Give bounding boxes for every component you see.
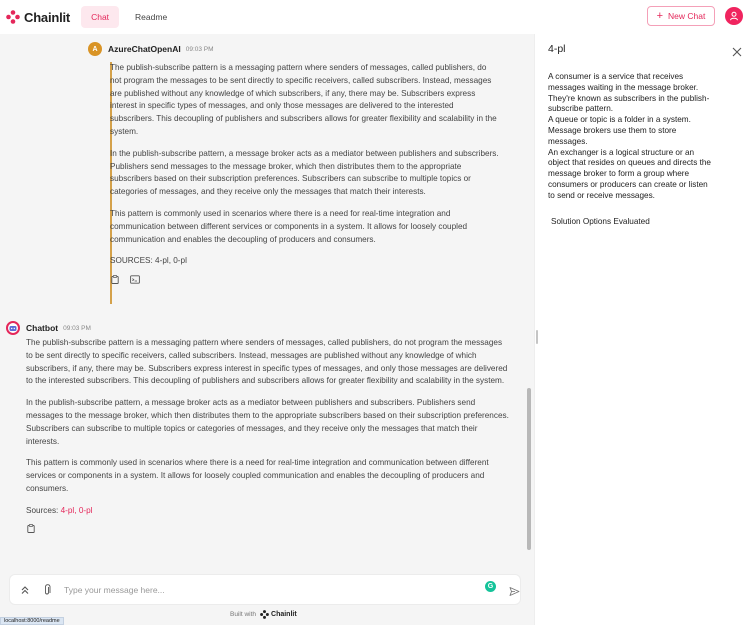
copy-icon[interactable] — [26, 524, 36, 534]
panel-line: object that resides on queues and directs the — [548, 158, 711, 168]
built-with-footer[interactable] — [230, 610, 297, 619]
bot-actions — [26, 524, 511, 534]
status-bar-url: localhost:8000/readme — [0, 617, 64, 625]
chainlit-logo-icon — [6, 10, 20, 24]
source-link-4-pl[interactable]: 4-pl, — [60, 505, 77, 515]
panel-line: subscribe pattern. — [548, 104, 614, 114]
panel-line: A queue or topic is a folder in a system. — [548, 115, 691, 125]
panel-content — [548, 72, 743, 202]
chatbot-avatar-icon — [6, 321, 20, 335]
panel-line: A consumer is a service that receives — [548, 72, 684, 81]
send-icon[interactable] — [507, 584, 521, 598]
message-input[interactable]: Type your message here... — [64, 584, 165, 595]
bot-sources — [26, 505, 511, 518]
chevrons-up-icon[interactable] — [18, 583, 32, 597]
tab-readme[interactable]: Readme — [135, 12, 168, 22]
chatbot-message — [6, 321, 516, 515]
source-link-0-pl[interactable]: 0-pl — [78, 505, 93, 515]
panel-line: Message brokers use them to store — [548, 125, 677, 135]
step-message-body — [110, 62, 500, 284]
panel-line: to send or receive messages. — [548, 190, 655, 200]
close-icon[interactable] — [732, 44, 742, 54]
terminal-icon[interactable] — [130, 274, 140, 284]
step-paragraph: In the publish-subscribe pattern, a message broker acts as a mediator between publishers and subscribers. Publishers send messages to the message broker, which then distributes them to the appropriate subscribers based on their subscription preferences. Subscribers can subscribe to multiple topics or categories of messages, and they receive only the messages that match their interests. — [110, 148, 499, 197]
panel-line: message broker to form a group where — [548, 169, 690, 179]
top-bar — [0, 0, 750, 34]
copy-icon[interactable] — [110, 274, 120, 284]
bot-time: 09:03 PM — [63, 324, 91, 332]
step-message-header — [88, 42, 508, 56]
bot-paragraph: The publish-subscribe pattern is a messaging pattern where senders of messages, called publishers, do not program the messages to be sent directly to specific receivers, called subscribers. Instead, messages are published without any knowledge of which subscribers, if any, there may be. Subscribers express interest in specific types of messages, and only those messages are delivered to the interested subscribers. This decoupling of publishers and subscribers allows for greater flexibility and scalability in the system. — [26, 338, 508, 386]
panel-line: messages waiting in the message broker. — [548, 82, 699, 92]
step-sources: SOURCES: 4-pl, 0-pl — [110, 256, 187, 266]
bot-paragraph: In the publish-subscribe pattern, a message broker acts as a mediator between publishers and subscribers. Publishers send messages to the message broker, which then distributes them to the appropriate subscribers based on their subscription preferences. Subscribers can subscribe to multiple topics or categories of messages, and they receive only the messages that match their interests. — [26, 398, 509, 446]
grammarly-icon[interactable]: G — [485, 581, 496, 592]
panel-title: 4-pl — [548, 43, 566, 55]
chainlit-small-icon — [260, 610, 269, 619]
new-chat-label: New Chat — [668, 11, 706, 21]
brand-name: Chainlit — [24, 9, 71, 25]
panel-footer-text: Solution Options Evaluated — [551, 217, 650, 226]
step-paragraph: This pattern is commonly used in scenarios where there is a need for real-time integration and communication between different services or components in a system. It allows for loosely coupled communication and enables the decoupling of producers and consumers. — [110, 208, 468, 244]
bot-author: Chatbot — [26, 323, 59, 333]
panel-resize-handle[interactable] — [536, 330, 538, 344]
panel-line: messages. — [548, 136, 588, 146]
bot-message-body — [26, 337, 511, 534]
panel-line: They're known as subscribers in the publish- — [548, 93, 710, 103]
step-paragraph: The publish-subscribe pattern is a messaging pattern where senders of messages, called publishers, do not program the messages to be sent directly to specific receivers, called subscribers. Instead, messages are published without any knowledge of which subscribers, if any, there may be. Subscribers express interest in specific types of messages, and only those messages are delivered to the interested subscribers. This decoupling of publishers and subscribers allows for greater flexibility and scalability in the system. — [110, 63, 497, 136]
step-actions — [110, 274, 500, 284]
azure-avatar-icon: A — [88, 42, 102, 56]
tab-chat[interactable]: Chat — [81, 6, 119, 28]
panel-line: An exchanger is a logical structure or an — [548, 147, 695, 157]
step-author: AzureChatOpenAI — [108, 44, 181, 54]
user-avatar[interactable] — [725, 7, 743, 25]
bot-paragraph: This pattern is commonly used in scenarios where there is a need for real-time integration and communication between different services or components in a system. It allows for loosely coupled communication and enables the decoupling of producers and consumers. — [26, 458, 489, 493]
new-chat-button[interactable] — [647, 6, 715, 26]
built-with-label: Built with — [230, 611, 257, 618]
plus-icon: + — [656, 9, 664, 22]
chat-scrollbar-thumb[interactable] — [527, 388, 531, 550]
chainlit-logo[interactable] — [6, 10, 70, 25]
paperclip-icon[interactable] — [40, 583, 54, 597]
message-composer — [9, 574, 521, 605]
built-with-brand: Chainlit — [271, 611, 297, 618]
element-side-panel — [534, 34, 750, 625]
user-icon — [729, 11, 739, 21]
panel-line: consumers or producers can create or listen — [548, 179, 708, 189]
step-time: 09:03 PM — [185, 45, 214, 53]
sources-label: Sources: — [26, 505, 59, 515]
